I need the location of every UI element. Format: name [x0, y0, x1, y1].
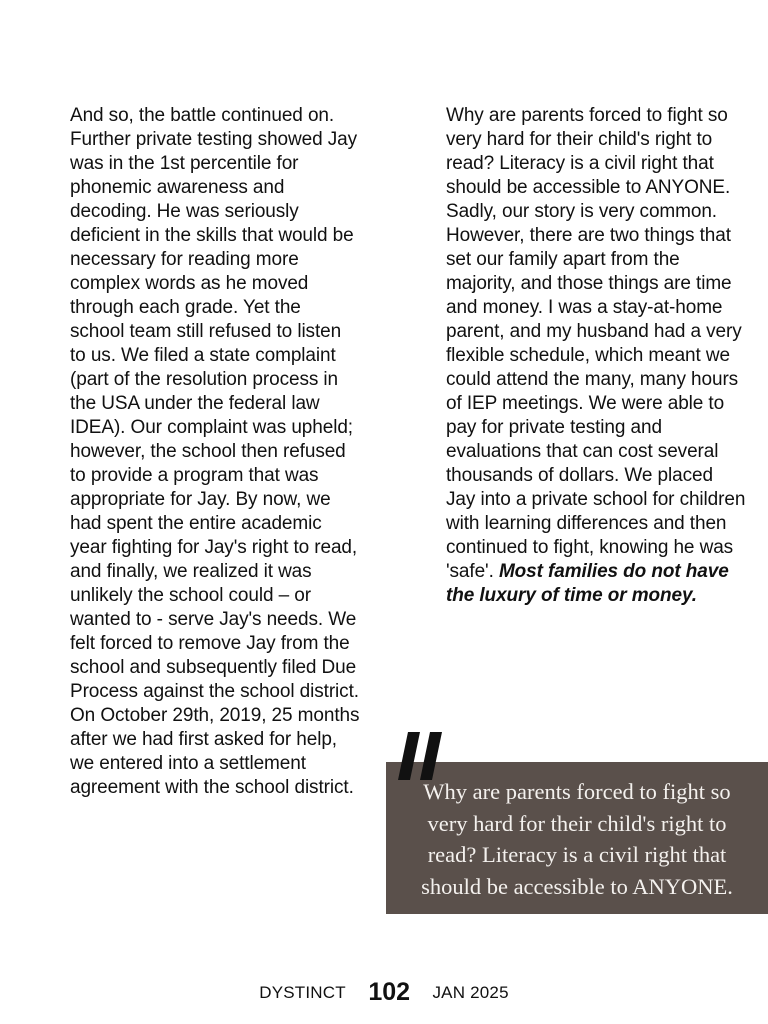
pull-quote-box: [386, 762, 768, 914]
page-footer: [0, 978, 768, 1007]
article-right-column: [446, 104, 746, 608]
page-number: 102: [368, 978, 411, 1006]
magazine-name: DYSTINCT: [259, 982, 346, 1002]
article-paragraph-right: [446, 104, 746, 608]
article-left-column: [70, 104, 360, 800]
article-right-text: Why are parents forced to fight so very hard for their child's right to read? Literacy is a civil right that should be accessible to ANYONE. Sadly, our story is very common. However, there are two things that set our family apart from the majority, and those things are time and money. I was a stay-at-home parent, and my husband had a very flexible schedule, which meant we could attend the many, many hours of IEP meetings. We were able to pay for private testing and evaluations that can cost several thousands of dollars. We placed Jay into a private school for children with learning differences and then continued to fight, knowing he was 'safe'.: [446, 105, 746, 582]
issue-date: JAN 2025: [432, 982, 509, 1002]
pull-quote-text: Why are parents forced to fight so very hard for their child's right to read? Literacy is a civil right that should be accessible to ANYONE.: [421, 779, 733, 899]
article-paragraph-left: And so, the battle continued on. Further private testing showed Jay was in the 1st percentile for phonemic awareness and decoding. He was seriously deficient in the skills that would be necessary for reading more complex words as he moved through each grade. Yet the school team still refused to listen to us. We filed a state complaint (part of the resolution process in the USA under the federal law IDEA). Our complaint was upheld; however, the school then refused to provide a program that was appropriate for Jay. By now, we had spent the entire academic year fighting for Jay's right to read, and finally, we realized it was unlikely the school could – or wanted to - serve Jay's needs. We felt forced to remove Jay from the school and subsequently filed Due Process against the school district. On October 29th, 2019, 25 months after we had first asked for help, we entered into a settlement agreement with the school district.: [70, 105, 360, 798]
article-right-emphasis: Most families do not have the luxury of time or money.: [446, 561, 729, 606]
quotation-mark-icon: [394, 728, 454, 784]
